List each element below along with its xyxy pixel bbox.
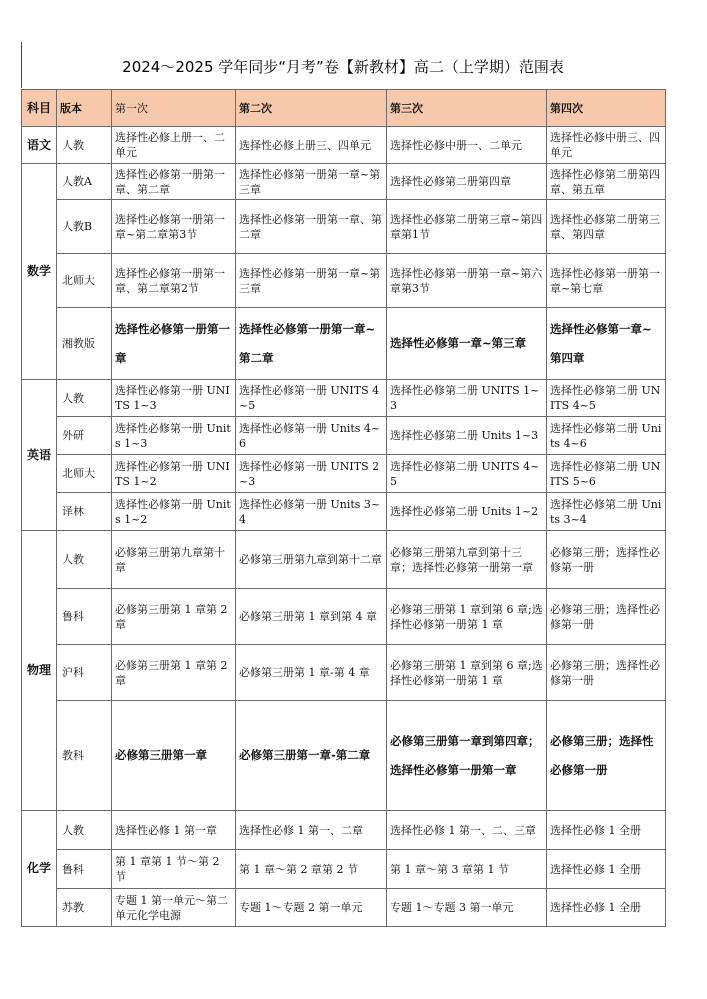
table-row — [22, 889, 666, 927]
table-row — [22, 701, 666, 811]
edition-cell: 鲁科 — [57, 850, 112, 889]
edition-cell: 沪科 — [57, 645, 112, 701]
edition-cell: 人教A — [57, 164, 112, 200]
range-cell: 选择性必修第二册第三章、第四章 — [547, 200, 666, 254]
range-cell: 选择性必修第二册 UNITS 5~6 — [547, 455, 666, 493]
range-cell: 必修第三册第 1 章到第 4 章 — [236, 589, 387, 645]
range-cell: 选择性必修第一册 UNITS 2~3 — [236, 455, 387, 493]
edition-cell: 人教 — [57, 531, 112, 589]
edition-cell: 教科 — [57, 701, 112, 811]
subject-physics: 物理 — [22, 531, 57, 811]
table-row — [22, 254, 666, 308]
range-cell: 选择性必修第一册第一章~第二章第3节 — [112, 200, 236, 254]
range-cell: 选择性必修第一册 UNITS 1~2 — [112, 455, 236, 493]
edition-cell: 北师大 — [57, 254, 112, 308]
range-cell: 专题 1～专题 3 第一单元 — [387, 889, 547, 927]
edition-cell: 译林 — [57, 493, 112, 531]
range-cell: 选择性必修第一册第一章 — [112, 308, 236, 380]
range-cell: 选择性必修 1 全册 — [547, 850, 666, 889]
page-title: 2024～2025 学年同步“月考”卷【新教材】高二（上学期）范围表 — [122, 58, 564, 76]
range-cell: 必修第三册第九章到第十三章；选择性必修第一册第一章 — [387, 531, 547, 589]
range-cell: 选择性必修第一册第一章、第二章第2节 — [112, 254, 236, 308]
range-cell: 第 1 章～第 2 章第 2 节 — [236, 850, 387, 889]
table-row — [22, 127, 666, 164]
range-cell: 专题 1～专题 2 第一单元 — [236, 889, 387, 927]
table-row — [22, 200, 666, 254]
table-row — [22, 531, 666, 589]
edition-cell: 人教 — [57, 380, 112, 417]
range-cell: 选择性必修上册一、二单元 — [112, 127, 236, 164]
range-cell: 选择性必修第二册 Units 1~2 — [387, 493, 547, 531]
range-cell: 必修第三册第一章-第二章 — [236, 701, 387, 811]
range-cell: 选择性必修中册一、二单元 — [387, 127, 547, 164]
range-cell: 选择性必修第二册第三章~第四章第1节 — [387, 200, 547, 254]
subject-english: 英语 — [22, 380, 57, 531]
range-cell: 选择性必修第二册 UNITS 4~5 — [547, 380, 666, 417]
subject-chemistry: 化学 — [22, 811, 57, 927]
range-cell: 必修第三册第 1 章第 2 章 — [112, 645, 236, 701]
range-cell: 必修第三册第九章第十章 — [112, 531, 236, 589]
table-row — [22, 164, 666, 200]
range-cell: 选择性必修第二册第四章、第五章 — [547, 164, 666, 200]
header-second: 第二次 — [236, 90, 387, 127]
range-cell: 必修第三册第一章到第四章；选择性必修第一册第一章 — [387, 701, 547, 811]
range-cell: 选择性必修第一册 Units 1~3 — [112, 417, 236, 455]
range-cell: 选择性必修第一册 Units 1~2 — [112, 493, 236, 531]
range-cell: 第 1 章第 1 节～第 2 节 — [112, 850, 236, 889]
edition-cell: 外研 — [57, 417, 112, 455]
range-cell: 选择性必修第二册第四章 — [387, 164, 547, 200]
range-cell: 选择性必修 1 第一、二、三章 — [387, 811, 547, 850]
range-cell: 选择性必修第一册第一章~第二章 — [236, 308, 387, 380]
range-cell: 选择性必修第一册第一章~第六章第3节 — [387, 254, 547, 308]
range-cell: 选择性必修上册三、四单元 — [236, 127, 387, 164]
range-cell: 选择性必修第一册第一章~第七章 — [547, 254, 666, 308]
range-cell: 必修第三册第 1 章到第 6 章;选择性必修第一册第 1 章 — [387, 645, 547, 701]
edition-cell: 人教B — [57, 200, 112, 254]
range-cell: 专题 1 第一单元～第二单元化学电源 — [112, 889, 236, 927]
header-subject: 科目 — [22, 90, 57, 127]
table-row — [22, 455, 666, 493]
range-cell: 选择性必修 1 全册 — [547, 889, 666, 927]
table-row — [22, 645, 666, 701]
range-cell: 第 1 章～第 3 章第 1 节 — [387, 850, 547, 889]
edition-cell: 人教 — [57, 127, 112, 164]
schedule-table — [21, 89, 666, 927]
range-cell: 选择性必修第一册 UNITS 4~5 — [236, 380, 387, 417]
edition-cell: 北师大 — [57, 455, 112, 493]
range-cell: 必修第三册第九章到第十二章 — [236, 531, 387, 589]
edition-cell: 人教 — [57, 811, 112, 850]
range-cell: 选择性必修第二册 Units 1~3 — [387, 417, 547, 455]
range-cell: 选择性必修第二册 Units 4~6 — [547, 417, 666, 455]
range-cell: 必修第三册；选择性必修第一册 — [547, 701, 666, 811]
range-cell: 必修第三册；选择性必修第一册 — [547, 589, 666, 645]
range-cell: 选择性必修 1 第一章 — [112, 811, 236, 850]
table-row — [22, 811, 666, 850]
subject-chinese: 语文 — [22, 127, 57, 164]
table-row — [22, 417, 666, 455]
edition-cell: 鲁科 — [57, 589, 112, 645]
range-cell: 选择性必修第二册 Units 3~4 — [547, 493, 666, 531]
header-third: 第三次 — [387, 90, 547, 127]
range-cell: 选择性必修第一册 Units 3~4 — [236, 493, 387, 531]
range-cell: 必修第三册第一章 — [112, 701, 236, 811]
range-cell: 选择性必修第一章~第四章 — [547, 308, 666, 380]
range-cell: 选择性必修第一册 Units 4~6 — [236, 417, 387, 455]
range-cell: 选择性必修第一章~第三章 — [387, 308, 547, 380]
range-cell: 选择性必修第二册 UNITS 4~5 — [387, 455, 547, 493]
table-row — [22, 589, 666, 645]
range-cell: 选择性必修 1 全册 — [547, 811, 666, 850]
edition-cell: 湘教版 — [57, 308, 112, 380]
range-cell: 选择性必修第一册第一章、第二章 — [236, 200, 387, 254]
range-cell: 选择性必修 1 第一、二章 — [236, 811, 387, 850]
range-cell: 必修第三册；选择性必修第一册 — [547, 645, 666, 701]
header-edition: 版本 — [57, 90, 112, 127]
header-fourth: 第四次 — [547, 90, 666, 127]
range-cell: 必修第三册；选择性必修第一册 — [547, 531, 666, 589]
range-cell: 选择性必修第一册 UNITS 1~3 — [112, 380, 236, 417]
table-row — [22, 493, 666, 531]
range-cell: 必修第三册第 1 章第 2 章 — [112, 589, 236, 645]
range-cell: 选择性必修中册三、四单元 — [547, 127, 666, 164]
table-row — [22, 850, 666, 889]
table-row — [22, 380, 666, 417]
range-cell: 选择性必修第一册第一章~第三章 — [236, 164, 387, 200]
table-row — [22, 308, 666, 380]
range-cell: 选择性必修第二册 UNITS 1~3 — [387, 380, 547, 417]
header-first: 第一次 — [112, 90, 236, 127]
range-cell: 必修第三册第 1 章到第 6 章;选择性必修第一册第 1 章 — [387, 589, 547, 645]
range-cell: 选择性必修第一册第一章~第三章 — [236, 254, 387, 308]
range-cell: 选择性必修第一册第一章、第二章 — [112, 164, 236, 200]
subject-math: 数学 — [22, 164, 57, 380]
header-row — [22, 90, 666, 127]
range-cell: 必修第三册第 1 章-第 4 章 — [236, 645, 387, 701]
edition-cell: 苏教 — [57, 889, 112, 927]
